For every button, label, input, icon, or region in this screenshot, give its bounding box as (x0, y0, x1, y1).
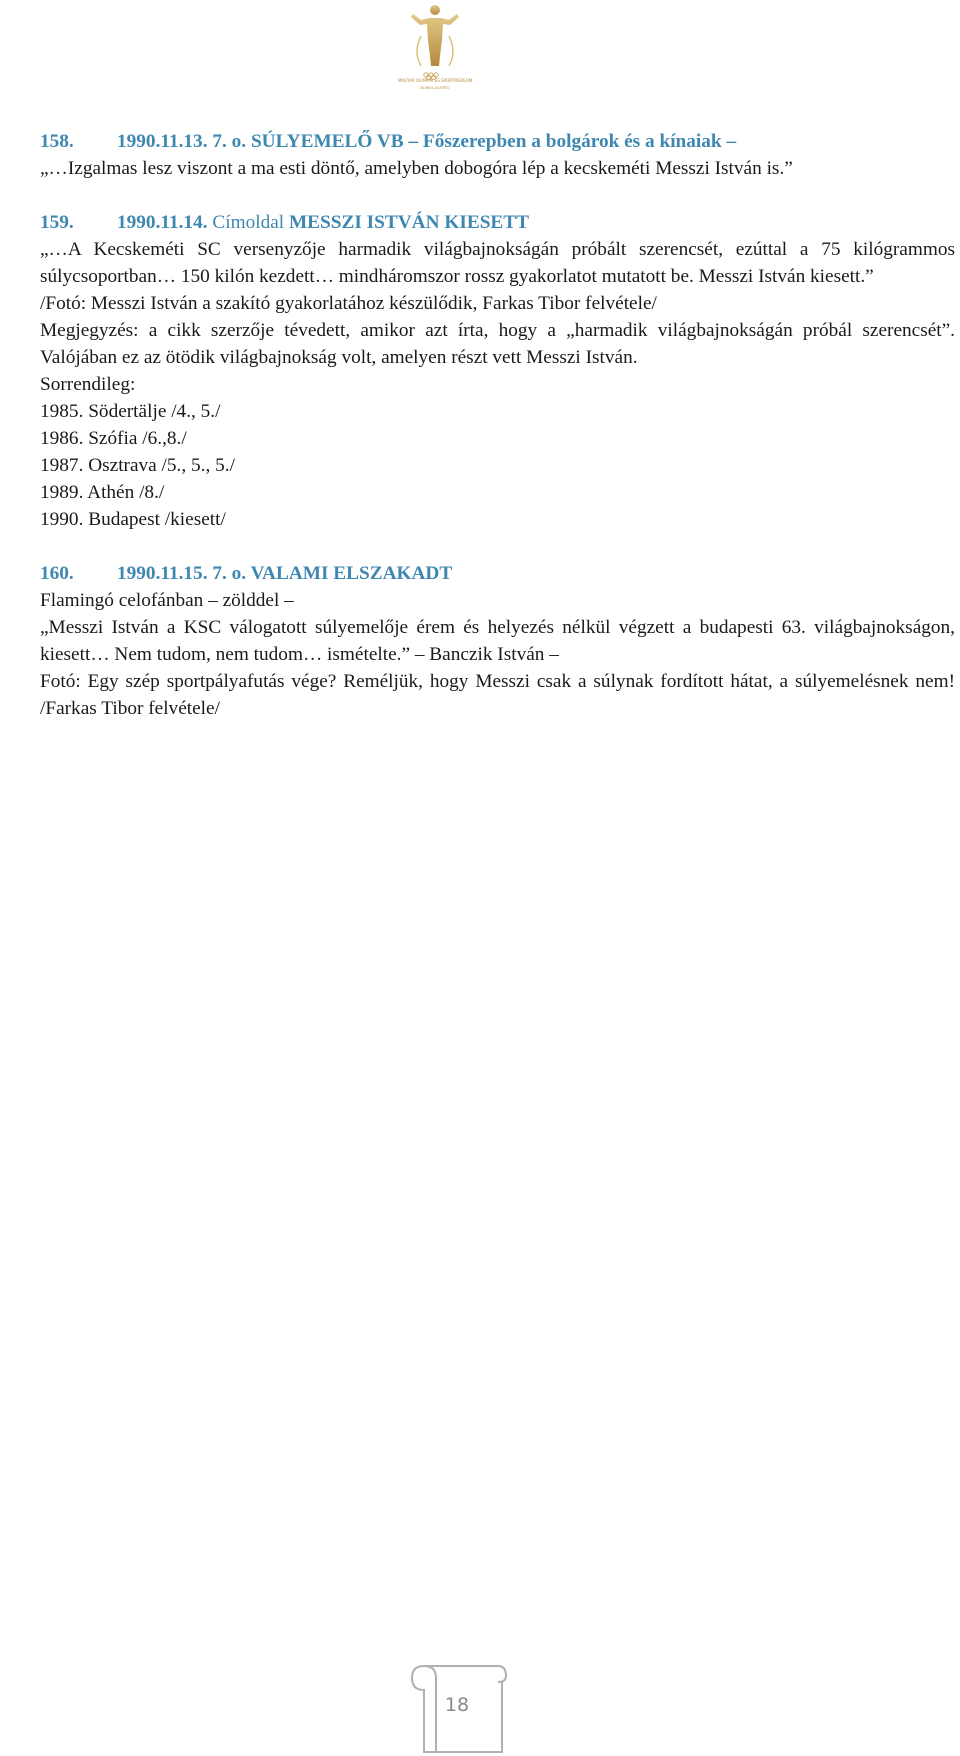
entry-page: 7. o. (212, 563, 247, 584)
entry-number: 158. (40, 131, 74, 152)
entry-text: „Messzi István a KSC válogatott súlyemelője érem és helyezés nélkül végzett a budapesti 63. világbajnokságon, kiesett… Nem tudom, nem tudom… ismételte.” – Banczik István – (40, 617, 955, 665)
entry-date: 1990.11.15. (117, 563, 208, 584)
entry-photo-caption: /Fotó: Messzi István a szakító gyakorlatához készülődik, Farkas Tibor felvétele/ (40, 293, 657, 314)
entry-list-item: 1990. Budapest /kiesett/ (40, 509, 226, 530)
entry-note: Megjegyzés: a cikk szerzője tévedett, amikor azt írta, hogy a „harmadik világbajnokságán próbál szerencsét”. Valójában ez az ötödik világbajnokság volt, amelyen részt vett Messzi István. (40, 320, 955, 368)
svg-text:BORKIS ALAPÍTÓ: BORKIS ALAPÍTÓ (420, 86, 450, 90)
olympic-athlete-logo-icon (395, 0, 475, 110)
entry-title (117, 209, 529, 236)
entry-158 (40, 128, 955, 182)
entry-list-item: 1987. Osztrava /5., 5., 5./ (40, 455, 235, 476)
entry-list-item: 1986. Szófia /6.,8./ (40, 428, 187, 449)
entry-heading (40, 209, 955, 236)
entry-date: 1990.11.14. (117, 212, 208, 233)
entry-photo-caption: Fotó: Egy szép sportpályafutás vége? Reméljük, hogy Messzi csak a súlynak fordított hátat, a súlyemelésnek nem! /Farkas Tibor felvétele/ (40, 671, 955, 719)
entry-date: 1990.11.13. (117, 131, 208, 152)
entry-text: „…A Kecskeméti SC versenyzője harmadik világbajnokságán próbált szerencsét, ezúttal a 75 kilógrammos súlycsoportban… 150 kilón kezdett… mindháromszor rossz gyakorlatot mutatott be. Messzi István kiesett.” (40, 239, 955, 287)
entry-heading (40, 128, 955, 155)
entry-title (117, 128, 736, 155)
entry-text: „…Izgalmas lesz viszont a ma esti döntő, amelyben dobogóra lép a kecskeméti Messzi István is.” (40, 158, 793, 179)
entry-160 (40, 560, 955, 722)
entry-headline: SÚLYEMELŐ VB – Főszerepben a bolgárok és a kínaiak – (250, 131, 737, 152)
entry-number: 160. (40, 563, 74, 584)
entry-headline: MESSZI ISTVÁN KIESETT (288, 212, 530, 233)
entry-page: 7. o. (212, 131, 247, 152)
entry-159 (40, 209, 955, 533)
entry-list-item: 1989. Athén /8./ (40, 482, 165, 503)
entry-subtitle: Flamingó celofánban – zölddel – (40, 590, 294, 611)
svg-text:MAGYAR OLIMPIAI ÉS SPORTMÚZEUM: MAGYAR OLIMPIAI ÉS SPORTMÚZEUM (397, 78, 473, 83)
document-body (40, 128, 955, 722)
page-footer (398, 1656, 518, 1756)
entry-title (117, 560, 452, 587)
entry-number: 159. (40, 212, 74, 233)
entry-list-heading: Sorrendileg: (40, 374, 136, 395)
header-logo (395, 0, 475, 110)
entry-headline: VALAMI ELSZAKADT (250, 563, 453, 584)
page-number: 18 (444, 1694, 470, 1716)
entry-page: Címoldal (212, 212, 285, 233)
entry-heading (40, 560, 955, 587)
entry-list-item: 1985. Södertälje /4., 5./ (40, 401, 221, 422)
